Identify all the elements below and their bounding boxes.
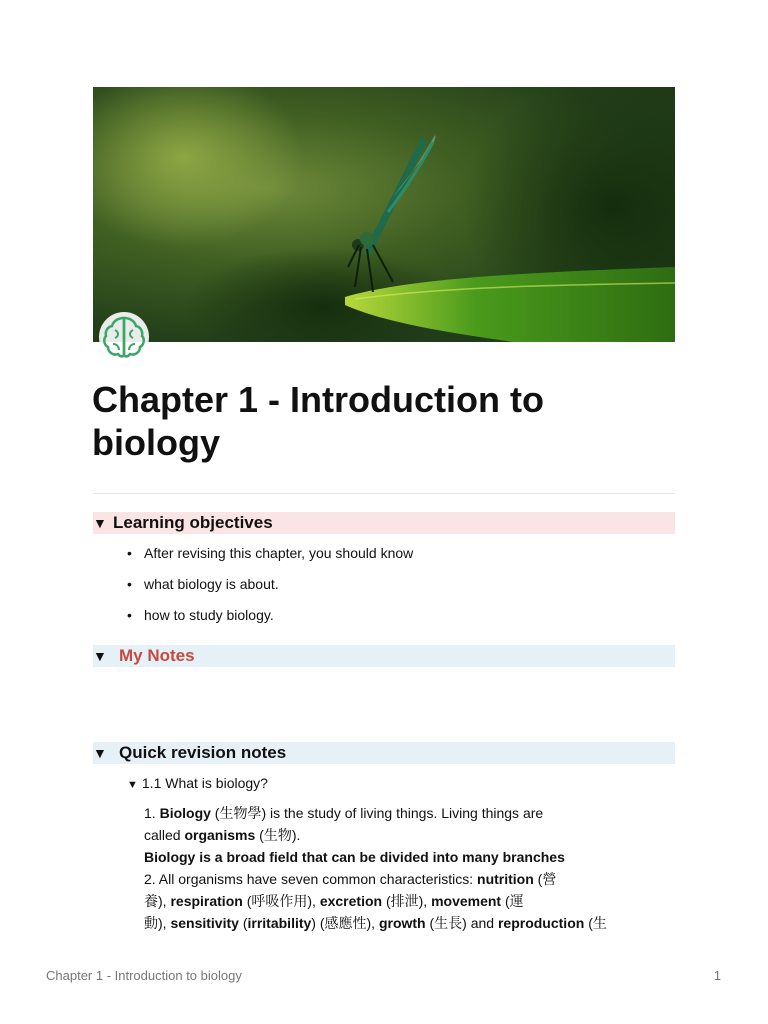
revision-content — [144, 802, 664, 934]
text: ) (感應性), — [311, 915, 379, 931]
list-item: • After revising this chapter, you should know — [120, 544, 413, 575]
cover-image — [93, 87, 675, 342]
text: (排泄), — [382, 893, 432, 909]
text: 養), — [144, 893, 171, 909]
toggle-learning-objectives[interactable] — [93, 512, 675, 534]
term: excretion — [319, 893, 383, 909]
text: 2. All organisms have seven common characteristics: — [144, 871, 478, 887]
footer-title: Chapter 1 - Introduction to biology — [46, 968, 242, 983]
bold-statement: Biology is a broad field that can be divided into many branches — [144, 849, 565, 865]
term: growth — [378, 915, 426, 931]
term: Biology — [159, 805, 211, 821]
toggle-subsection-1-1[interactable] — [127, 774, 268, 794]
text: (生長) and — [425, 915, 498, 931]
paragraph-line — [144, 890, 664, 912]
toggle-quick-revision-notes[interactable] — [93, 742, 675, 764]
term: respiration — [170, 893, 243, 909]
item-number: 1. — [144, 805, 156, 821]
paragraph-line — [144, 912, 664, 934]
triangle-down-icon[interactable]: ▼ — [93, 515, 107, 531]
triangle-down-icon[interactable]: ▼ — [93, 648, 107, 664]
text: 動), — [144, 915, 171, 931]
subsection-label: 1.1 What is biology? — [141, 775, 268, 791]
list-item: • what biology is about. — [120, 575, 413, 606]
term: irritability — [247, 915, 312, 931]
text: (營 — [533, 871, 557, 887]
text: (呼吸作用), — [242, 893, 320, 909]
paragraph-line — [144, 846, 664, 868]
dragonfly-photo — [93, 87, 675, 342]
title-divider — [93, 493, 675, 494]
paragraph-line — [144, 802, 664, 824]
toggle-heading-label: My Notes — [119, 646, 195, 665]
text: (生 — [584, 915, 607, 931]
term: reproduction — [497, 915, 585, 931]
toggle-heading-label: Quick revision notes — [119, 743, 287, 762]
term: organisms — [184, 827, 256, 843]
term: sensitivity — [170, 915, 239, 931]
toggle-heading-label: Learning objectives — [113, 513, 273, 532]
text: (生物學) is the study of living things. Living things are — [210, 805, 544, 821]
page-title: Chapter 1 - Introduction to biology — [92, 379, 544, 463]
text: called — [144, 827, 185, 843]
toggle-my-notes[interactable] — [93, 645, 675, 667]
text: ( — [238, 915, 248, 931]
term: nutrition — [477, 871, 534, 887]
list-item: • how to study biology. — [120, 606, 413, 637]
paragraph-line — [144, 868, 664, 890]
page-number: 1 — [713, 968, 721, 983]
term: movement — [431, 893, 502, 909]
brain-icon — [97, 310, 151, 364]
paragraph-line — [144, 824, 664, 846]
triangle-down-icon[interactable]: ▼ — [93, 745, 107, 761]
text: (運 — [501, 893, 524, 909]
learning-objectives-list — [120, 544, 413, 637]
text: (生物). — [255, 827, 301, 843]
triangle-down-icon[interactable]: ▼ — [127, 779, 138, 791]
